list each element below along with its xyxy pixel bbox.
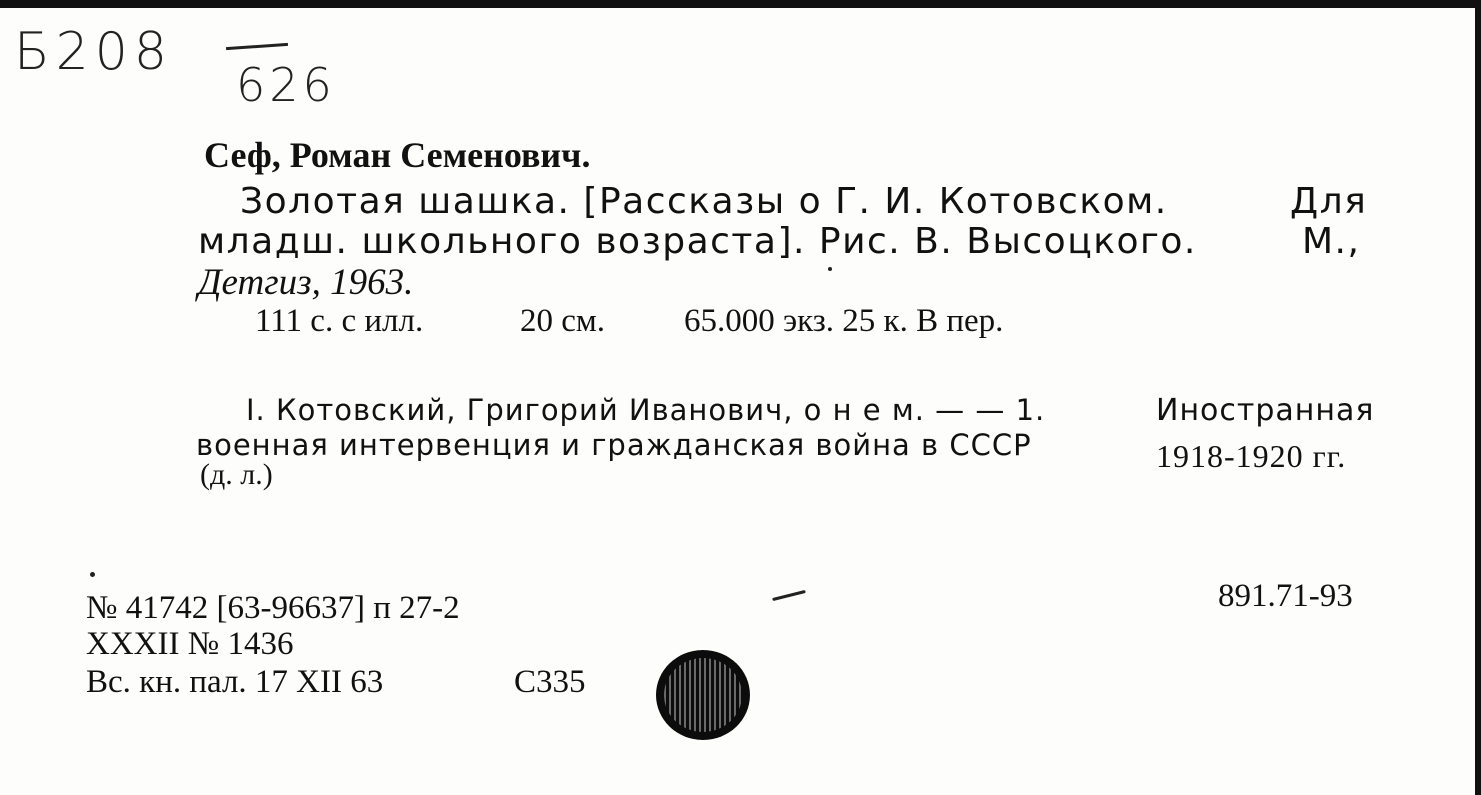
- handwritten-call-number: Б208: [14, 22, 173, 82]
- title-line-1: Золотая шашка. [Рассказы о Г. И. Котовском.: [240, 181, 1168, 222]
- physical-pages: 111 с. с илл.: [255, 303, 424, 339]
- title-line-2-right: М.,: [1302, 221, 1361, 262]
- footer-line-2: XXXII № 1436: [86, 626, 294, 662]
- subject-line-2-right: 1918-1920 гг.: [1156, 438, 1347, 474]
- physical-edition: 65.000 экз. 25 к. В пер.: [684, 303, 1004, 339]
- subject-line-1-right: Иностранная: [1156, 393, 1375, 428]
- footer-line-1: № 41742 [63-96637] п 27-2: [86, 590, 460, 626]
- subject-line-3: (д. л.): [200, 458, 273, 491]
- subject-line-2: военная интервенция и гражданская война в СССР: [196, 428, 1032, 462]
- card-right-edge: [1475, 0, 1481, 795]
- card-top-edge: [0, 0, 1481, 8]
- ink-dot: [90, 572, 95, 577]
- footer-code: С335: [514, 664, 586, 700]
- handwritten-call-subnumber: 626: [236, 58, 336, 112]
- title-line-1-right: Для: [1290, 181, 1368, 222]
- classification-number: 891.71-93: [1218, 578, 1353, 614]
- physical-size: 20 см.: [520, 303, 606, 339]
- subject-line-1: I. Котовский, Григорий Иванович, о н е м. — — 1.: [246, 393, 1046, 427]
- publisher-line: Детгиз, 1963.: [198, 262, 414, 303]
- footer-line-3: Вс. кн. пал. 17 XII 63: [86, 664, 384, 700]
- pen-mark: [772, 590, 806, 601]
- author-heading: Сеф, Роман Семенович.: [204, 135, 591, 175]
- handwritten-overline: [226, 43, 288, 50]
- ink-dot: [828, 267, 832, 271]
- punch-hole: [656, 650, 750, 740]
- title-line-2: младш. школьного возраста]. Рис. В. Высоцкого.: [198, 221, 1197, 262]
